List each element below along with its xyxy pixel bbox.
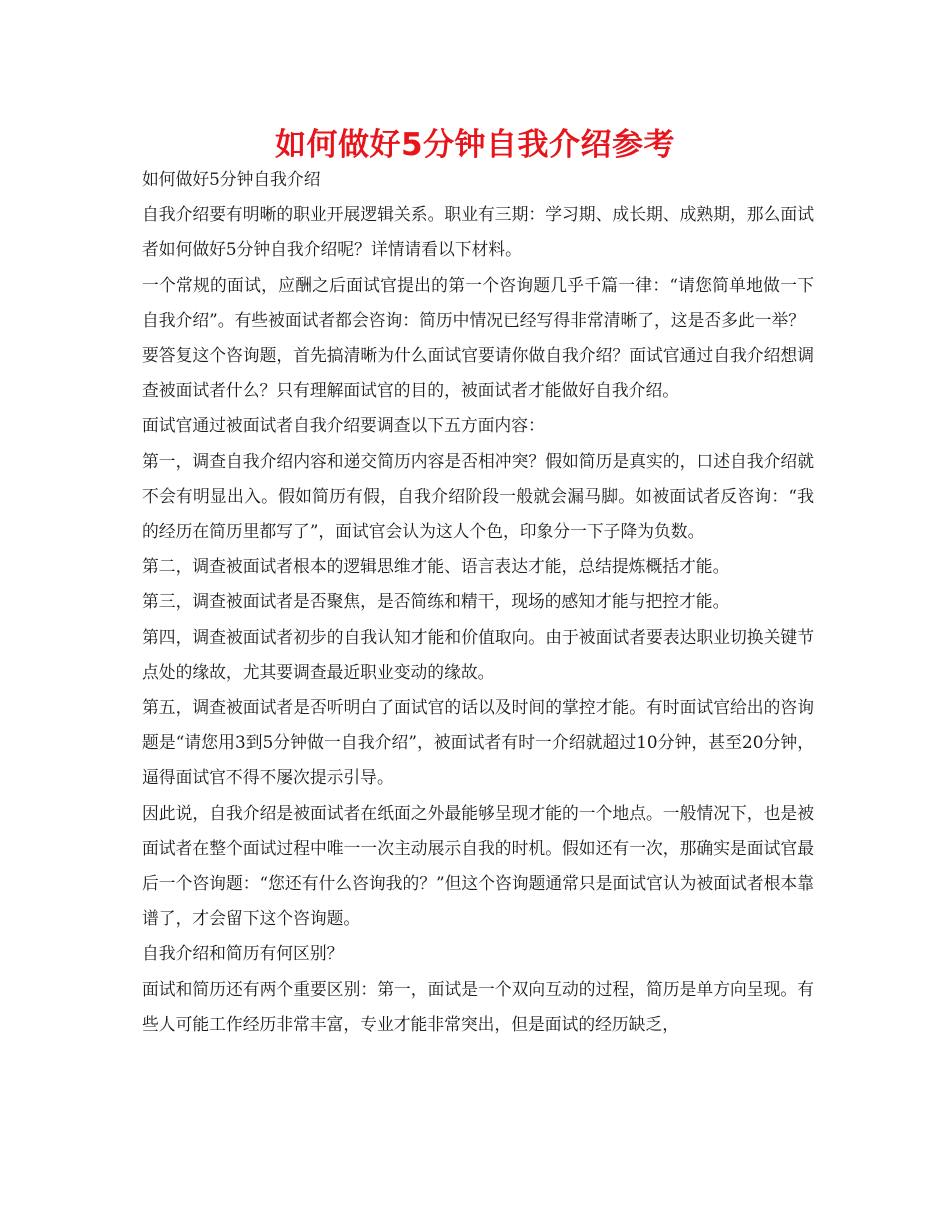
section-heading: 自我介绍和简历有何区别？ [142, 943, 344, 964]
paragraph: 一个常规的面试，应酬之后面试官提出的第一个咨询题几乎千篇一律：“请您简单地做一下自我介绍”。有些被面试者都会咨询：简历中情况已经写得非常清晰了，这是否多此一举？ [142, 274, 814, 330]
paragraph: 自我介绍要有明晰的职业开展逻辑关系。职业有三期：学习期、成长期、成熟期，那么面试者如何做好5分钟自我介绍呢？详情请看以下材料。 [142, 204, 814, 260]
paragraph: 因此说，自我介绍是被面试者在纸面之外最能够呈现才能的一个地点。一般情况下，也是被面试者在整个面试过程中唯一一次主动展示自我的时机。假如还有一次，那确实是面试官最后一个咨询题：“您还有什么咨询我的？”但这个咨询题通常只是面试官认为被面试者根本靠谱了，才会留下这个咨询题。 [142, 802, 814, 929]
document-title: 如何做好5分钟自我介绍参考 [274, 127, 676, 163]
document-body [142, 162, 814, 1042]
paragraph: 如何做好5分钟自我介绍 [142, 169, 321, 189]
paragraph: 第三，调查被面试者是否聚焦，是否简练和精干，现场的感知才能与把控才能。 [142, 591, 730, 612]
paragraph: 第一，调查自我介绍内容和递交简历内容是否相冲突？假如简历是真实的，口述自我介绍就不会有明显出入。假如简历有假，自我介绍阶段一般就会漏马脚。如被面试者反咨询：“我的经历在简历里都写了”，面试官会认为这人个色，印象分一下子降为负数。 [142, 450, 814, 542]
paragraph: 面试和简历还有两个重要区别：第一，面试是一个双向互动的过程，简历是单方向呈现。有些人可能工作经历非常丰富，专业才能非常突出，但是面试的经历缺乏， [142, 978, 814, 1034]
paragraph: 第四，调查被面试者初步的自我认知才能和价值取向。由于被面试者要表达职业切换关键节点处的缘故，尤其要调查最近职业变动的缘故。 [142, 626, 814, 682]
paragraph: 第二，调查被面试者根本的逻辑思维才能、语言表达才能，总结提炼概括才能。 [142, 556, 730, 577]
paragraph: 面试官通过被面试者自我介绍要调查以下五方面内容： [142, 415, 545, 436]
paragraph: 第五，调查被面试者是否听明白了面试官的话以及时间的掌控才能。有时面试官给出的咨询题是“请您用3到5分钟做一自我介绍”，被面试者有时一介绍就超过10分钟，甚至20分钟，逼得面试官不得不屡次提示引导。 [142, 697, 814, 788]
paragraph: 要答复这个咨询题，首先搞清晰为什么面试官要请你做自我介绍？面试官通过自我介绍想调查被面试者什么？只有理解面试官的目的，被面试者才能做好自我介绍。 [142, 345, 814, 401]
